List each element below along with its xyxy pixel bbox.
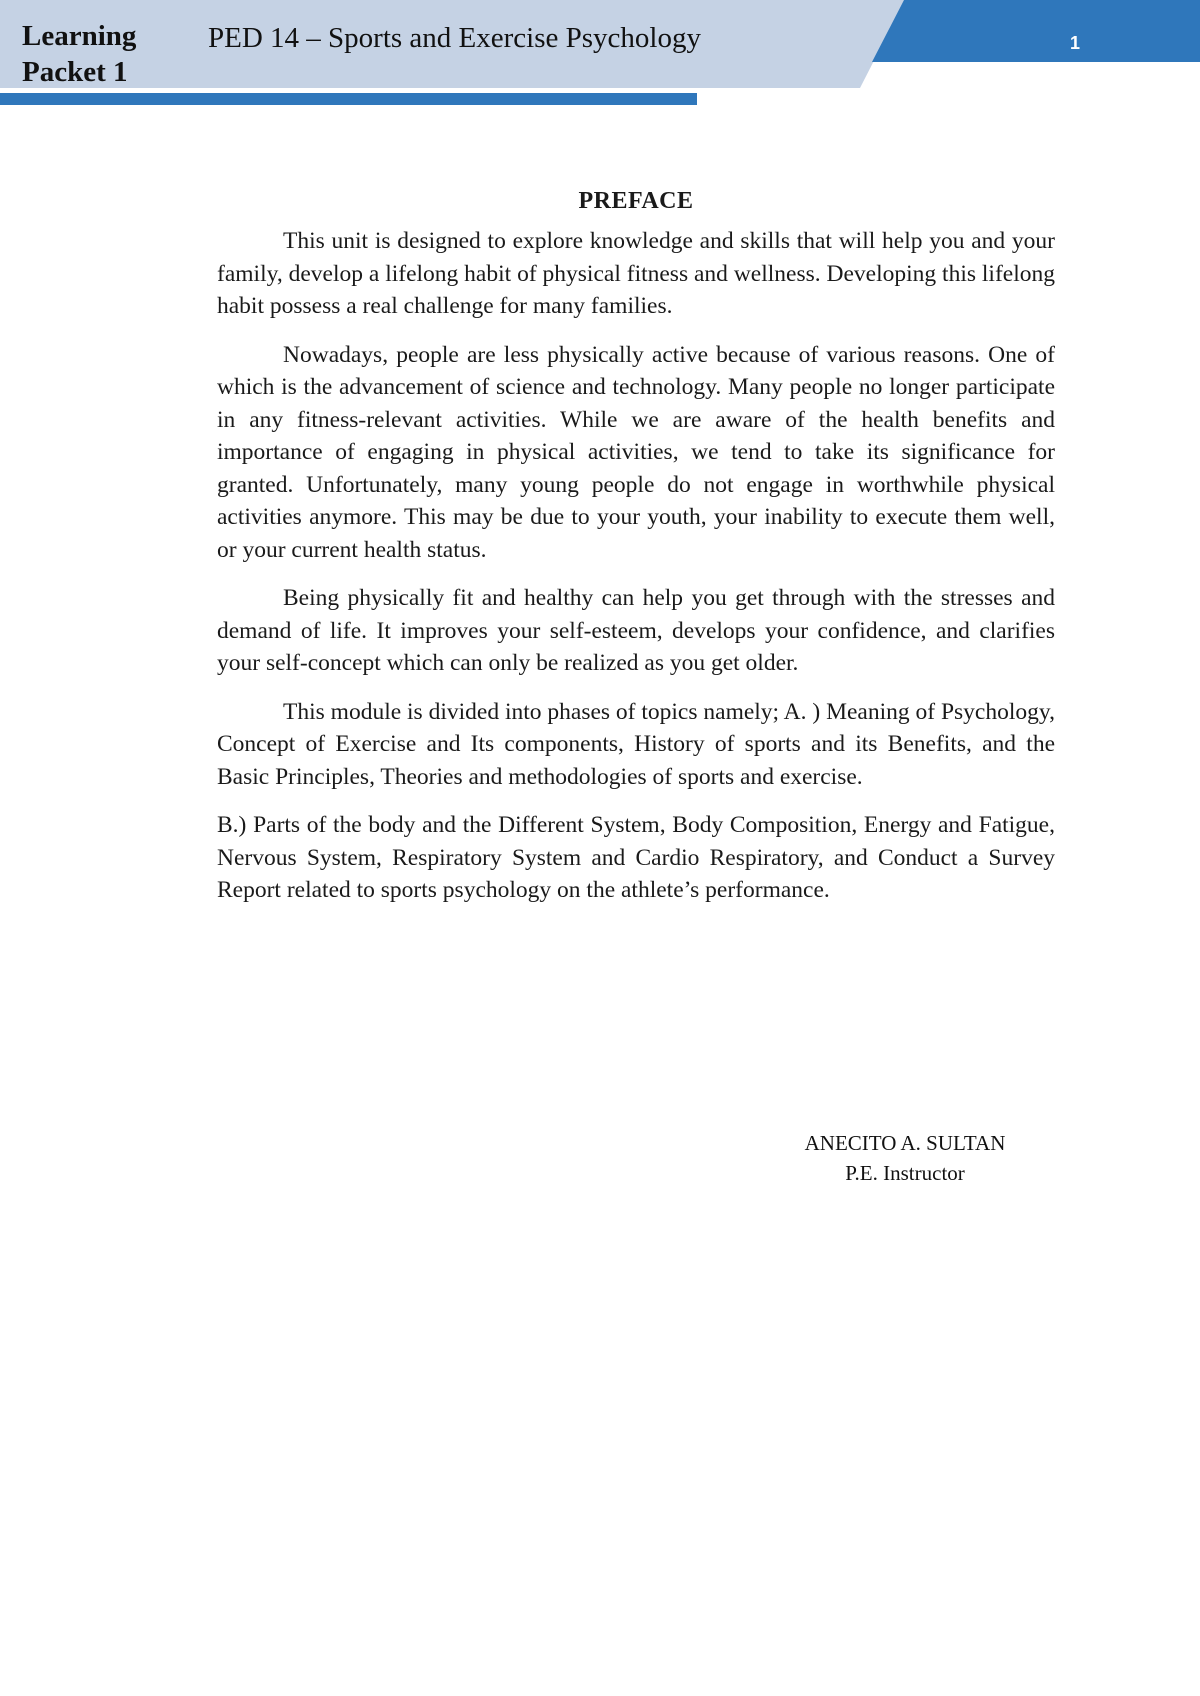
paragraph-5: B.) Parts of the body and the Different System, Body Composition, Energy and Fatigue, Nervous System, Respiratory System and Cardio Respiratory, and Conduct a Survey Report related to sports psychology on the athlete’s performance. bbox=[217, 812, 1055, 903]
paragraph-4: This module is divided into phases of topics namely; A. ) Meaning of Psychology, Concept of Exercise and Its components, History of sports and its Benefits, and the Basic Principles, Theories and methodologies of sports and exercise. bbox=[217, 698, 1055, 790]
header-dark-band bbox=[872, 0, 1200, 62]
label-line-1: Learning bbox=[22, 20, 137, 52]
course-title: PED 14 – Sports and Exercise Psychology bbox=[208, 22, 701, 54]
signature-role: P.E. Instructor bbox=[845, 1161, 965, 1185]
page-number: 1 bbox=[1070, 33, 1081, 53]
paragraph-2: Nowadays, people are less physically active because of various reasons. One of which is the advancement of science and technology. Many people no longer participate in any fitness-relevant activities. While we are aware of the health benefits and importance of engaging in physical activities, we tend to take its significance for granted. Unfortunately, many young people do not engage in worthwhile physical activities anymore. This may be due to your youth, your inability to execute them well, or your current health status. bbox=[217, 341, 1055, 563]
header-rule bbox=[0, 93, 697, 105]
document-title: PREFACE bbox=[578, 188, 694, 214]
label-line-2: Packet 1 bbox=[22, 56, 128, 88]
learning-packet-label bbox=[22, 18, 136, 90]
paragraph-1: This unit is designed to explore knowledge and skills that will help you and your family, develop a lifelong habit of physical fitness and wellness. Developing this lifelong habit possess a real challenge for many families. bbox=[217, 228, 1055, 319]
page-header bbox=[0, 0, 1200, 110]
document-body bbox=[217, 188, 1055, 923]
signature-name: ANECITO A. SULTAN bbox=[804, 1131, 1006, 1155]
signature-block bbox=[780, 1128, 1030, 1188]
paragraph-3: Being physically fit and healthy can help you get through with the stresses and demand of life. It improves your self-esteem, develops your confidence, and clarifies your self-concept which can only be realized as you get older. bbox=[217, 585, 1055, 676]
